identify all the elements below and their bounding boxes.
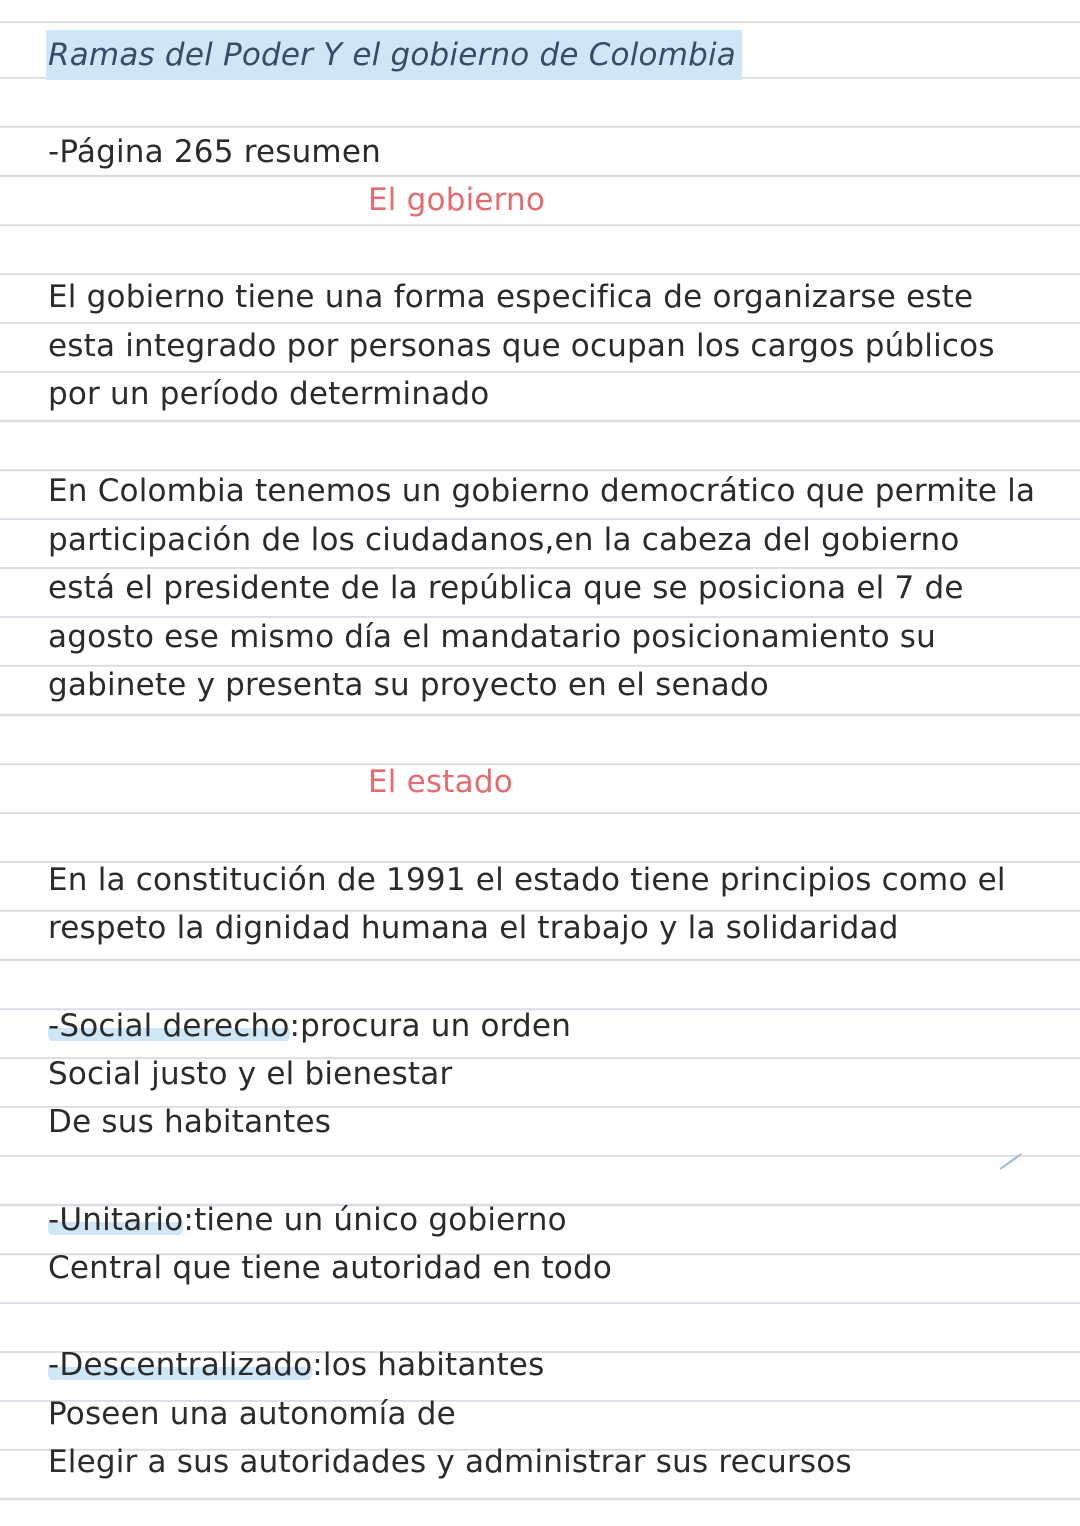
principle-line: Elegir a sus autoridades y administrar sus recursos xyxy=(48,1444,852,1480)
paragraph-line: esta integrado por personas que ocupan los cargos públicos xyxy=(48,328,995,364)
paragraph-line: gabinete y presenta su proyecto en el senado xyxy=(48,667,769,703)
paragraph-line: En la constitución de 1991 el estado tiene principios como el xyxy=(48,862,1006,898)
principle-line: Social justo y el bienestar xyxy=(48,1056,453,1092)
principle-unitario xyxy=(48,1200,567,1240)
principle-social-derecho xyxy=(48,1006,571,1046)
paragraph-line: agosto ese mismo día el mandatario posicionamiento su xyxy=(48,619,936,655)
principle-line: Poseen una autonomía de xyxy=(48,1396,456,1432)
paragraph-line: En Colombia tenemos un gobierno democrático que permite la xyxy=(48,473,1036,509)
section-heading-gobierno: El gobierno xyxy=(368,182,546,218)
page-reference: -Página 265 resumen xyxy=(48,134,381,170)
paragraph-line: participación de los ciudadanos,en la cabeza del gobierno xyxy=(48,522,960,558)
pen-stroke-mark xyxy=(999,1153,1021,1170)
principle-line: Central que tiene autoridad en todo xyxy=(48,1250,613,1286)
principle-term: -Unitario xyxy=(48,1202,184,1238)
paragraph-line: está el presidente de la república que se posiciona el 7 de xyxy=(48,570,964,606)
principle-term: -Descentralizado xyxy=(48,1347,313,1383)
paragraph-line: por un período determinado xyxy=(48,376,490,412)
principle-definition: :procura un orden xyxy=(289,1008,572,1044)
paragraph-line: respeto la dignidad humana el trabajo y la solidaridad xyxy=(48,910,899,946)
section-heading-estado: El estado xyxy=(368,764,513,800)
page-title: Ramas del Poder Y el gobierno de Colombia xyxy=(46,30,742,80)
principle-descentralizado xyxy=(48,1345,544,1385)
principle-definition: :los habitantes xyxy=(312,1347,545,1383)
principle-term: -Social derecho xyxy=(48,1008,290,1044)
paragraph-line: El gobierno tiene una forma especifica de organizarse este xyxy=(48,279,974,315)
principle-definition: :tiene un único gobierno xyxy=(183,1202,567,1238)
principle-line: De sus habitantes xyxy=(48,1104,332,1140)
